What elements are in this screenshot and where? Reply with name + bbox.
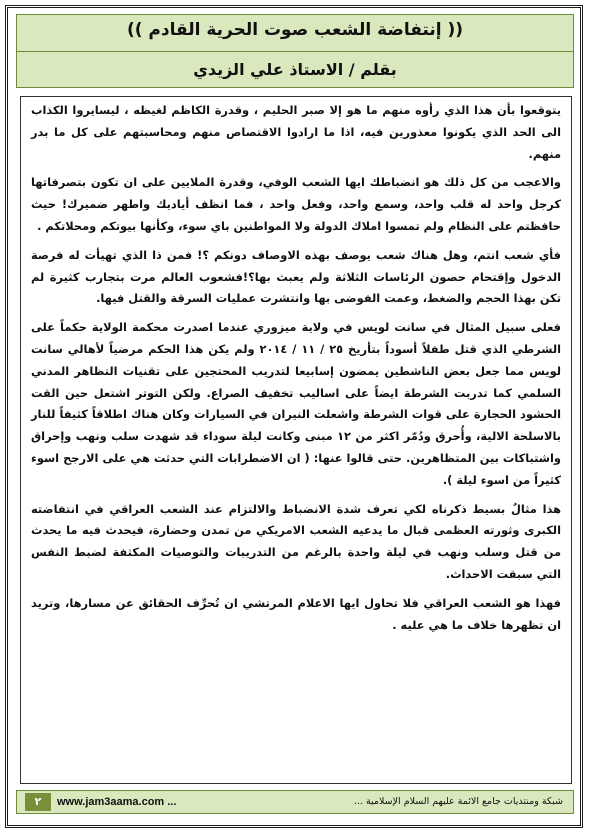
title-divider: [17, 51, 573, 52]
page-footer: [16, 790, 574, 814]
paragraph: هذا مثالٌ بسيط ذكرناه لكي تعرف شدة الانضباط والالتزام عند الشعب العراقي في انتفاضته الكبرى وثورته العظمى قبال ما يدعيه الشعب الامريكي من تمدن وحضارة، فيحدث فيه ما يحدث من قتل وسلب ونهب في ليلة واحدة بالرغم من التدريبات والتوصيات المكثفة لضبط النفس التي سبقت الاحداث.: [31, 501, 561, 581]
network-name: شبكة ومنتديات جامع الائمة عليهم السلام الإسلامية ...: [353, 796, 563, 807]
paragraph: فعلى سبيل المثال في سانت لويس في ولاية ميزوري عندما اصدرت محكمة الولاية حكماً على الشرطي الذي قتل طفلاً أسوداً بتأريخ ٢٥ / ١١ / ٢٠١٤ ولم يكن هذا الحكم مرضياً لأهالي سانت لويس مما جعل بعض الناشطين يمضون إسابيعا لتدريب المحتجين على تقنيات التظاهر المدني السلمي كما تدربت الشرطة ايضاً على اساليب تخفيف الصراع. ولكن التوتر اشتعل حين القت الحشود الحجارة على قوات الشرطة واشعلت النيران في السيارات وكان هناك اطلاقاً كثيفاً للنار بالاسلحة الالية، وأُحرق ودُمّر اكثر من ١٢ مبنى وكانت ليلة سوداء قد شهدت سلب ونهب وإحراق واشتباكات بين المتظاهرين. حتى قالوا عنها: ( ان الاضطرابات التي حدثت هي على الارجح اسوء كثيراً من اسوء ليلة ).: [31, 320, 562, 487]
paragraph: يتوقعوا بأن هذا الذي رأوه منهم ما هو إلا صبر الحليم ، وقدرة الكاظم لغيظه ، ليسايروا الكذاب الى الحد الذي يكونوا معذورين فيه، اذا ما ارادوا الاقتصاص منهم ومحاسبتهم على كل ما بدر منهم.: [31, 103, 561, 161]
title-banner: [16, 14, 574, 88]
page-number: ٢: [25, 793, 51, 811]
website-link[interactable]: www.jam3aama.com ...: [57, 796, 177, 808]
paragraph: والاعجب من كل ذلك هو انضباطك ايها الشعب الوفي، وقدرة الملايين على ان تكون بتصرفاتها كرجل واحد له قلب واحد، وسمع واحد، وفعل واحد ، فما انظف أياديك واطهر ضميرك! حيث حافظتم على النظام ولم تمسوا املاك الدولة ولا المواطنين باي سوء، وكأنها بيوتكم ومحلاتكم .: [31, 175, 561, 233]
article-author: بقلم / الاستاذ علي الزيدي: [193, 60, 397, 79]
article-body: [20, 96, 572, 784]
paragraph: فأي شعب انتم، وهل هناك شعب يوصف بهذه الاوصاف دونكم ؟! فمن ذا الذي تهيأت له فرصة الدخول وإقتحام حصون الرئاسات الثلاثة ولم يعبث بها؟!فشعوب العالم مرت بتجارب كثيرة لم تكن بهذا الحجم والضغط، وعمت الفوضى بها وانتشرت عمليات السرقة والقتل فيها.: [31, 247, 561, 306]
paragraph: فهذا هو الشعب العراقي فلا تحاول ايها الاعلام المرتشي ان تُحرِّف الحقائق عن مسارها، وتريد ان تظهرها خلاف ما هي عليه .: [31, 595, 561, 632]
article-title: (( إنتفاضة الشعب صوت الحرية القادم )): [126, 20, 464, 40]
